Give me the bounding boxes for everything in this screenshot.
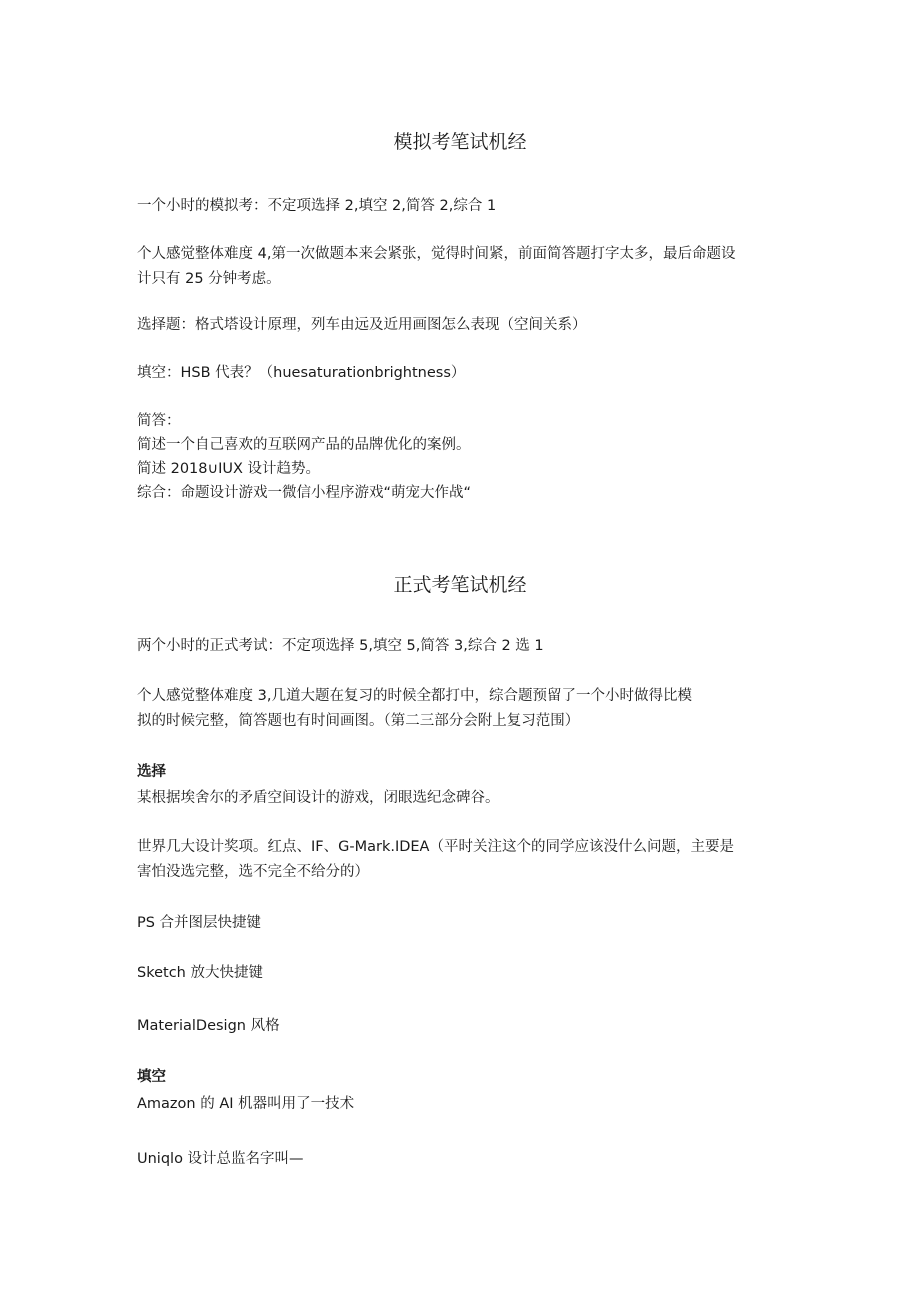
mock-exam-comprehensive: 综合：命题设计游戏一微信小程序游戏“萌宠大作战“ bbox=[137, 485, 472, 501]
formal-fill-heading: 填空 bbox=[137, 1069, 166, 1085]
mock-exam-format: 一个小时的模拟考：不定项选择 2,填空 2,简答 2,综合 1 bbox=[137, 198, 497, 214]
mock-exam-short-q2: 简述 2018∪IUX 设计趋势。 bbox=[137, 461, 321, 477]
formal-choice-q2-line2: 害怕没选完整，选不完全不给分的） bbox=[137, 864, 369, 880]
mock-exam-short-q1: 简述一个自己喜欢的互联网产品的品牌优化的案例。 bbox=[137, 437, 471, 453]
mock-exam-difficulty-line2: 计只有 25 分钟考虑。 bbox=[137, 271, 281, 287]
formal-fill-q1: Amazon 的 AI 机器叫用了一技术 bbox=[137, 1096, 355, 1112]
formal-choice-q2-line1: 世界几大设计奖项。红点、IF、G-Mark.IDEA（平时关注这个的同学应该没什么问题，主要是 bbox=[137, 839, 734, 855]
formal-exam-format: 两个小时的正式考试：不定项选择 5,填空 5,简答 3,综合 2 选 1 bbox=[137, 638, 544, 654]
formal-choice-q5: MaterialDesign 风格 bbox=[137, 1018, 280, 1034]
formal-choice-q1: 某根据埃舍尔的矛盾空间设计的游戏，闭眼选纪念碑谷。 bbox=[137, 790, 500, 806]
mock-exam-short-label: 简答： bbox=[137, 413, 181, 429]
mock-exam-title: 模拟考笔试机经 bbox=[393, 131, 527, 153]
mock-exam-difficulty-line1: 个人感觉整体难度 4,第一次做题本来会紧张，觉得时间紧，前面简答题打字太多，最后命题设 bbox=[137, 246, 736, 262]
formal-exam-difficulty-line2: 拟的时候完整，简答题也有时间画图。（第二三部分会附上复习范围） bbox=[137, 713, 580, 729]
formal-choice-heading: 选择 bbox=[137, 764, 166, 780]
mock-exam-fill: 填空：HSB 代表？（huesaturationbrightness） bbox=[137, 365, 466, 381]
mock-exam-choice: 选择题：格式塔设计原理，列车由远及近用画图怎么表现（空间关系） bbox=[137, 317, 587, 333]
formal-choice-q4: Sketch 放大快捷键 bbox=[137, 965, 263, 981]
formal-exam-title: 正式考笔试机经 bbox=[393, 574, 527, 596]
formal-fill-q2: Uniqlo 设计总监名字叫— bbox=[137, 1151, 304, 1167]
formal-choice-q3: PS 合并图层快捷键 bbox=[137, 915, 262, 931]
formal-exam-difficulty-line1: 个人感觉整体难度 3,几道大题在复习的时候全都打中，综合题预留了一个小时做得比模 bbox=[137, 688, 692, 704]
